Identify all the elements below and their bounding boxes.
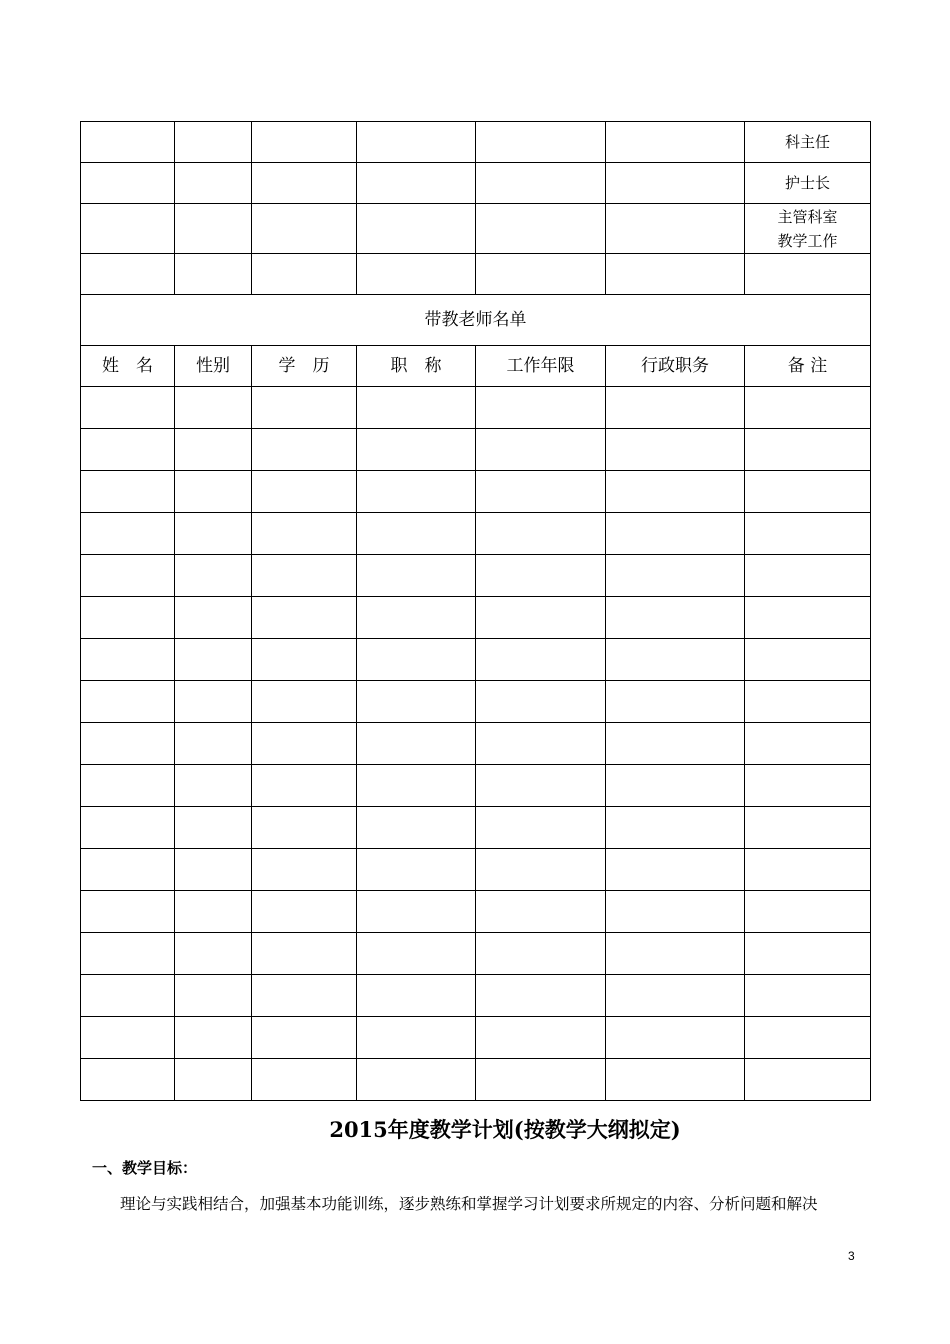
header-admin-position: 行政职务 xyxy=(606,346,745,387)
teacher-cell[interactable] xyxy=(81,597,175,639)
teacher-cell[interactable] xyxy=(175,681,252,723)
teacher-cell[interactable] xyxy=(175,513,252,555)
teacher-cell[interactable] xyxy=(175,1017,252,1059)
teacher-cell[interactable] xyxy=(175,387,252,429)
teacher-cell[interactable] xyxy=(252,597,357,639)
teacher-cell[interactable] xyxy=(606,975,745,1017)
teacher-cell[interactable] xyxy=(357,681,476,723)
teacher-cell[interactable] xyxy=(175,429,252,471)
teacher-cell[interactable] xyxy=(357,975,476,1017)
teacher-row xyxy=(81,933,871,975)
teacher-cell[interactable] xyxy=(606,471,745,513)
teacher-row xyxy=(81,429,871,471)
teacher-cell[interactable] xyxy=(745,471,871,513)
role-empty xyxy=(745,254,871,295)
teacher-cell[interactable] xyxy=(81,471,175,513)
teacher-cell[interactable] xyxy=(357,723,476,765)
teacher-row xyxy=(81,891,871,933)
teacher-cell[interactable] xyxy=(606,765,745,807)
teacher-cell[interactable] xyxy=(606,1017,745,1059)
teacher-cell[interactable] xyxy=(175,471,252,513)
signature-row xyxy=(81,204,871,254)
teacher-row xyxy=(81,1017,871,1059)
teacher-cell[interactable] xyxy=(745,807,871,849)
teacher-row xyxy=(81,807,871,849)
teacher-cell[interactable] xyxy=(476,513,606,555)
teacher-cell[interactable] xyxy=(175,933,252,975)
teacher-cell[interactable] xyxy=(476,765,606,807)
teacher-cell[interactable] xyxy=(357,597,476,639)
teacher-cell[interactable] xyxy=(476,387,606,429)
teacher-row xyxy=(81,765,871,807)
teacher-row xyxy=(81,1059,871,1101)
teacher-cell[interactable] xyxy=(606,1059,745,1101)
teacher-cell[interactable] xyxy=(357,849,476,891)
teacher-list-header-row xyxy=(81,346,871,387)
teacher-cell[interactable] xyxy=(252,933,357,975)
teacher-cell[interactable] xyxy=(357,1059,476,1101)
teacher-cell[interactable] xyxy=(81,387,175,429)
teacher-cell[interactable] xyxy=(81,765,175,807)
teacher-cell[interactable] xyxy=(81,639,175,681)
teacher-cell[interactable] xyxy=(745,891,871,933)
teacher-cell[interactable] xyxy=(745,849,871,891)
teacher-cell[interactable] xyxy=(476,975,606,1017)
teacher-row xyxy=(81,849,871,891)
teacher-cell[interactable] xyxy=(81,681,175,723)
teacher-cell[interactable] xyxy=(745,387,871,429)
teacher-row xyxy=(81,597,871,639)
teacher-row xyxy=(81,513,871,555)
teacher-cell[interactable] xyxy=(252,681,357,723)
teacher-cell[interactable] xyxy=(252,1017,357,1059)
teacher-row xyxy=(81,471,871,513)
teacher-cell[interactable] xyxy=(745,597,871,639)
teacher-cell[interactable] xyxy=(606,639,745,681)
teacher-cell[interactable] xyxy=(81,849,175,891)
teacher-cell[interactable] xyxy=(357,1017,476,1059)
header-remarks: 备 注 xyxy=(745,346,871,387)
role-department-director: 科主任 xyxy=(745,122,871,163)
teacher-cell[interactable] xyxy=(81,975,175,1017)
teacher-cell[interactable] xyxy=(745,429,871,471)
teacher-cell[interactable] xyxy=(357,639,476,681)
teacher-cell[interactable] xyxy=(252,639,357,681)
teacher-cell[interactable] xyxy=(175,765,252,807)
teacher-cell[interactable] xyxy=(252,723,357,765)
teacher-cell[interactable] xyxy=(745,513,871,555)
teacher-cell[interactable] xyxy=(175,723,252,765)
teacher-cell[interactable] xyxy=(606,807,745,849)
teacher-cell[interactable] xyxy=(476,849,606,891)
section-heading-teaching-goals: 一、教学目标： xyxy=(92,1159,198,1177)
teacher-cell[interactable] xyxy=(606,597,745,639)
teacher-cell[interactable] xyxy=(175,555,252,597)
teacher-cell[interactable] xyxy=(476,429,606,471)
signature-row xyxy=(81,163,871,204)
teacher-cell[interactable] xyxy=(252,765,357,807)
header-name: 姓 名 xyxy=(81,346,175,387)
role-line-1: 主管科室 xyxy=(777,207,838,226)
teacher-cell[interactable] xyxy=(606,429,745,471)
page-number: 3 xyxy=(848,1249,855,1263)
teacher-cell[interactable] xyxy=(252,429,357,471)
teacher-cell[interactable] xyxy=(81,513,175,555)
teacher-cell[interactable] xyxy=(252,387,357,429)
teacher-cell[interactable] xyxy=(606,681,745,723)
teacher-cell[interactable] xyxy=(252,891,357,933)
teacher-cell[interactable] xyxy=(357,429,476,471)
teacher-cell[interactable] xyxy=(175,807,252,849)
teacher-cell[interactable] xyxy=(476,681,606,723)
teacher-cell[interactable] xyxy=(81,429,175,471)
teacher-row xyxy=(81,723,871,765)
plan-title: 2015年度教学计划(按教学大纲拟定) xyxy=(329,1117,681,1142)
teacher-cell[interactable] xyxy=(745,933,871,975)
header-education: 学 历 xyxy=(252,346,357,387)
teacher-cell[interactable] xyxy=(606,723,745,765)
header-title: 职 称 xyxy=(357,346,476,387)
teacher-cell[interactable] xyxy=(606,513,745,555)
role-head-nurse: 护士长 xyxy=(745,163,871,204)
teacher-cell[interactable] xyxy=(745,681,871,723)
teacher-cell[interactable] xyxy=(606,387,745,429)
teacher-cell[interactable] xyxy=(745,765,871,807)
teacher-cell[interactable] xyxy=(745,723,871,765)
teacher-cell[interactable] xyxy=(357,933,476,975)
teacher-cell[interactable] xyxy=(252,975,357,1017)
teacher-cell[interactable] xyxy=(81,933,175,975)
teacher-cell[interactable] xyxy=(357,513,476,555)
teacher-cell[interactable] xyxy=(476,1059,606,1101)
teacher-cell[interactable] xyxy=(81,555,175,597)
teacher-cell[interactable] xyxy=(476,807,606,849)
teacher-cell[interactable] xyxy=(175,975,252,1017)
teacher-cell[interactable] xyxy=(745,1017,871,1059)
teacher-cell[interactable] xyxy=(606,933,745,975)
teacher-cell[interactable] xyxy=(81,1017,175,1059)
teacher-cell[interactable] xyxy=(81,723,175,765)
teacher-row xyxy=(81,387,871,429)
teacher-cell[interactable] xyxy=(357,555,476,597)
signature-row xyxy=(81,122,871,163)
teacher-cell[interactable] xyxy=(175,891,252,933)
teacher-list-title-row xyxy=(81,295,871,346)
teacher-cell[interactable] xyxy=(81,1059,175,1101)
header-gender: 性别 xyxy=(175,346,252,387)
teacher-cell[interactable] xyxy=(252,1059,357,1101)
teacher-cell[interactable] xyxy=(175,639,252,681)
teacher-cell[interactable] xyxy=(476,471,606,513)
teacher-cell[interactable] xyxy=(175,597,252,639)
teacher-cell[interactable] xyxy=(476,1017,606,1059)
teacher-cell[interactable] xyxy=(81,891,175,933)
teacher-cell[interactable] xyxy=(252,807,357,849)
teacher-cell[interactable] xyxy=(357,807,476,849)
teacher-cell[interactable] xyxy=(745,975,871,1017)
header-years-worked: 工作年限 xyxy=(476,346,606,387)
teacher-cell[interactable] xyxy=(476,891,606,933)
teacher-list-title: 带教老师名单 xyxy=(81,295,871,346)
teacher-cell[interactable] xyxy=(606,849,745,891)
teacher-cell[interactable] xyxy=(745,639,871,681)
teacher-cell[interactable] xyxy=(476,555,606,597)
teacher-cell[interactable] xyxy=(252,471,357,513)
teacher-cell[interactable] xyxy=(476,639,606,681)
role-teaching-supervisor xyxy=(745,204,871,254)
teacher-cell[interactable] xyxy=(357,471,476,513)
teacher-cell[interactable] xyxy=(745,555,871,597)
teacher-cell[interactable] xyxy=(175,849,252,891)
teacher-row xyxy=(81,975,871,1017)
teacher-cell[interactable] xyxy=(175,1059,252,1101)
teacher-cell[interactable] xyxy=(606,555,745,597)
teacher-cell[interactable] xyxy=(606,891,745,933)
teacher-cell[interactable] xyxy=(252,849,357,891)
teacher-cell[interactable] xyxy=(357,387,476,429)
teacher-cell[interactable] xyxy=(252,513,357,555)
teacher-cell[interactable] xyxy=(357,891,476,933)
teacher-cell[interactable] xyxy=(476,723,606,765)
teacher-cell[interactable] xyxy=(357,765,476,807)
teacher-cell[interactable] xyxy=(252,555,357,597)
role-line-2: 教学工作 xyxy=(777,231,838,250)
teacher-row xyxy=(81,639,871,681)
teacher-row xyxy=(81,681,871,723)
teacher-cell[interactable] xyxy=(81,807,175,849)
teacher-cell[interactable] xyxy=(476,597,606,639)
signature-row xyxy=(81,254,871,295)
teacher-cell[interactable] xyxy=(745,1059,871,1101)
teacher-cell[interactable] xyxy=(476,933,606,975)
section-paragraph: 理论与实践相结合，加强基本功能训练，逐步熟练和掌握学习计划要求所规定的内容、分析问题和解决 xyxy=(120,1195,818,1213)
document-table xyxy=(80,121,871,1101)
teacher-row xyxy=(81,555,871,597)
